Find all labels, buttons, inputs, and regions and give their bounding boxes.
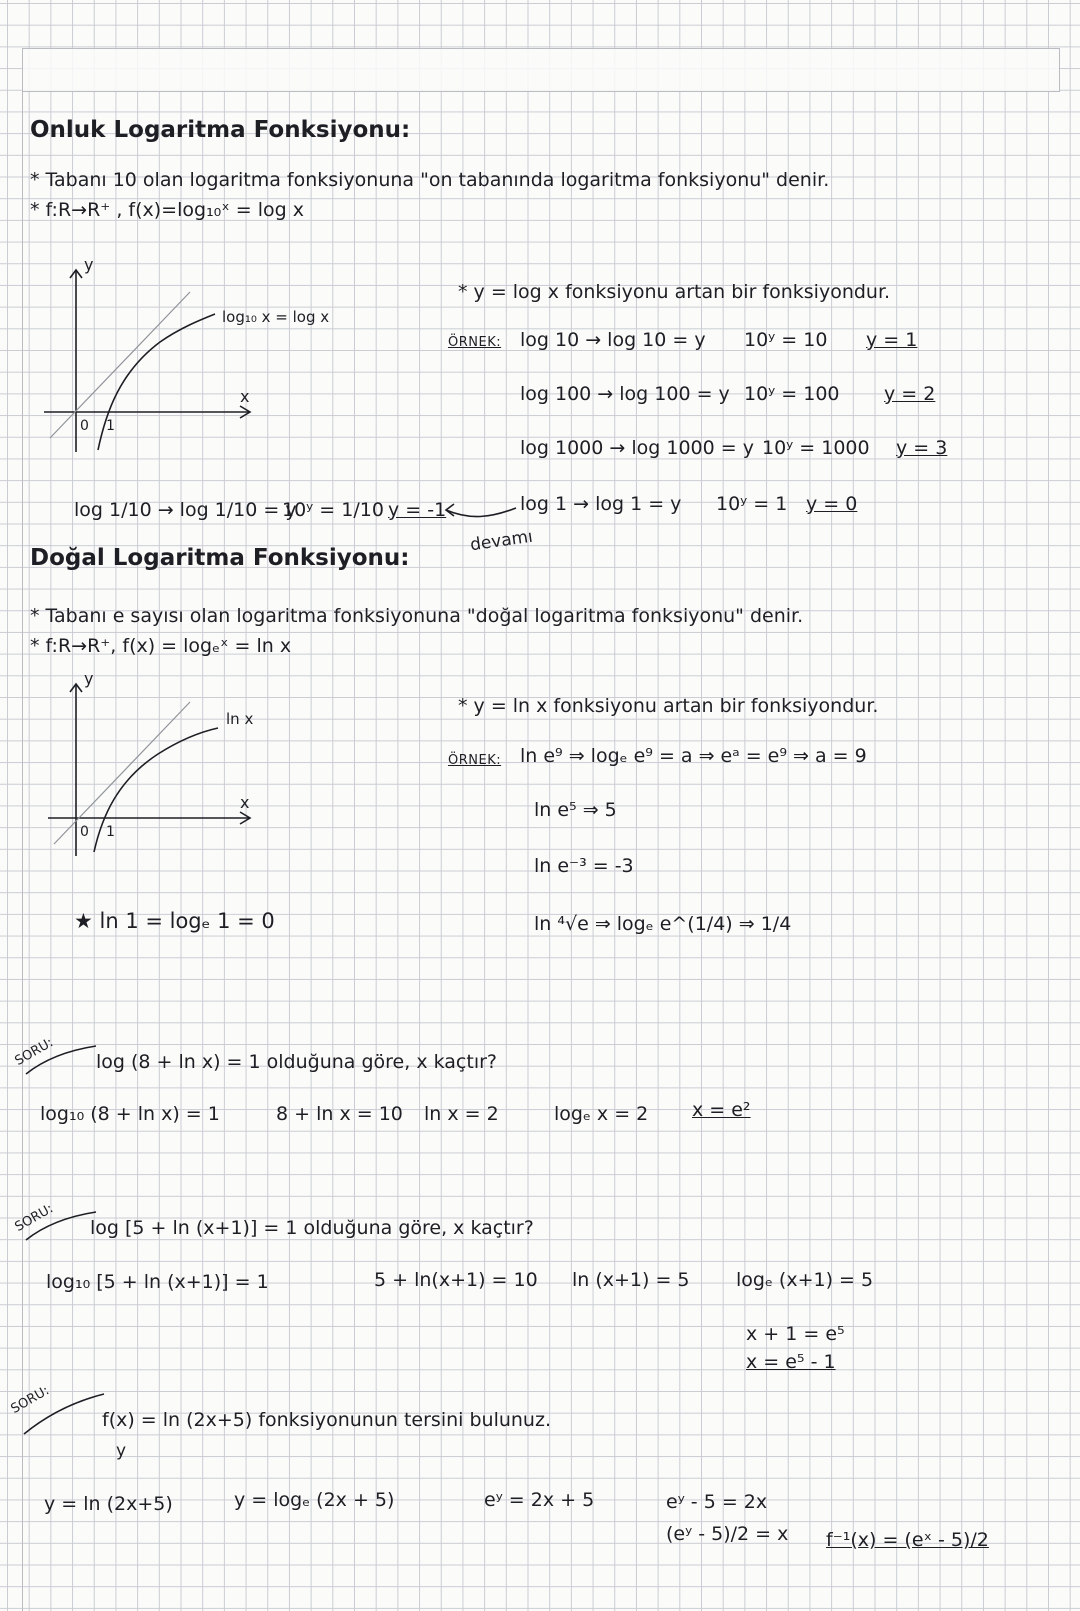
s2-example-3: ln e⁻³ = -3 bbox=[534, 855, 634, 877]
question-1-prompt: log (8 + ln x) = 1 olduğuna göre, x kaçtır? bbox=[96, 1051, 497, 1073]
q3-step-2: y = logₑ (2x + 5) bbox=[234, 1489, 395, 1511]
ln-graph-one: 1 bbox=[106, 824, 115, 840]
s1-example-1-power: 10ʸ = 10 bbox=[744, 329, 828, 351]
s1-example-2-expr: log 100 → log 100 = y bbox=[520, 383, 730, 405]
s1-example-1-expr: log 10 → log 10 = y bbox=[520, 329, 706, 351]
log-graph-identity-line bbox=[50, 292, 190, 438]
log-graph-y-label: y bbox=[84, 255, 94, 274]
q3-step-3: eʸ = 2x + 5 bbox=[484, 1489, 595, 1511]
section2-formula: * f:R→R⁺, f(x) = logₑˣ = ln x bbox=[30, 635, 292, 657]
s1-example-2-power: 10ʸ = 100 bbox=[744, 383, 840, 405]
question-3-tag: SORU: bbox=[8, 1383, 52, 1417]
q1-step-2: 8 + ln x = 10 bbox=[276, 1103, 403, 1125]
question-3-under-fx: y bbox=[116, 1441, 127, 1461]
s1-example-1-answer: y = 1 bbox=[866, 329, 918, 351]
s2-example-4: ln ⁴√e ⇒ logₑ e^(1/4) ⇒ 1/4 bbox=[534, 913, 792, 935]
devami-note: devamı bbox=[468, 526, 535, 556]
section2-increasing: * y = ln x fonksiyonu artan bir fonksiyondur. bbox=[458, 695, 879, 717]
section2-definition: * Tabanı e sayısı olan logaritma fonksiyonuna "doğal logaritma fonksiyonu" denir. bbox=[30, 605, 804, 627]
question-1-tag: SORU: bbox=[12, 1035, 56, 1069]
q1-step-3: ln x = 2 bbox=[424, 1103, 499, 1125]
ln-graph-origin: 0 bbox=[80, 824, 89, 840]
question-3-prompt: f(x) = ln (2x+5) fonksiyonunun tersini bulunuz. bbox=[102, 1409, 551, 1431]
q2-step-4: logₑ (x+1) = 5 bbox=[736, 1269, 874, 1291]
q2-step-2: 5 + ln(x+1) = 10 bbox=[374, 1269, 538, 1291]
question-3-tag-stroke bbox=[20, 1390, 110, 1440]
ln-graph-curve-label: ln x bbox=[226, 710, 254, 728]
s1-example-3-answer: y = 3 bbox=[896, 437, 948, 459]
ln-graph-x-label: x bbox=[240, 793, 250, 812]
section1-definition: * Tabanı 10 olan logaritma fonksiyonuna "on tabanında logaritma fonksiyonu" denir. bbox=[30, 169, 830, 191]
s1-example-2-answer: y = 2 bbox=[884, 383, 936, 405]
margin-line bbox=[22, 90, 23, 1611]
s1-left-example-answer: y = -1 bbox=[388, 499, 447, 521]
s1-example-3-power: 10ʸ = 1000 bbox=[762, 437, 870, 459]
s2-example-1: ln e⁹ ⇒ logₑ e⁹ = a ⇒ eᵃ = e⁹ ⇒ a = 9 bbox=[520, 745, 867, 767]
q3-step-5: (eʸ - 5)/2 = x bbox=[666, 1523, 789, 1545]
log-graph-origin: 0 bbox=[80, 418, 89, 434]
question-2-tag: SORU: bbox=[12, 1201, 56, 1235]
section1-title: Onluk Logaritma Fonksiyonu: bbox=[30, 117, 411, 143]
s1-example-4-expr: log 1 → log 1 = y bbox=[520, 493, 682, 515]
log-graph-curve-label: log₁₀ x = log x bbox=[222, 308, 330, 326]
q1-step-1: log₁₀ (8 + ln x) = 1 bbox=[40, 1103, 220, 1125]
log-graph-one: 1 bbox=[106, 418, 115, 434]
q1-step-5: x = e² bbox=[692, 1099, 751, 1121]
s1-example-4-answer: y = 0 bbox=[806, 493, 858, 515]
q2-step-1: log₁₀ [5 + ln (x+1)] = 1 bbox=[46, 1271, 269, 1293]
ln-graph bbox=[40, 669, 330, 876]
s1-left-example-power: 10ʸ = 1/10 bbox=[282, 499, 384, 521]
q3-step-6: f⁻¹(x) = (eˣ - 5)/2 bbox=[826, 1529, 989, 1551]
devami-arrow bbox=[440, 500, 520, 530]
s1-left-example-expr: log 1/10 → log 1/10 = y bbox=[74, 499, 297, 521]
s2-example-2: ln e⁵ ⇒ 5 bbox=[534, 799, 617, 821]
q2-step-5: x + 1 = e⁵ bbox=[746, 1323, 845, 1345]
q2-step-3: ln (x+1) = 5 bbox=[572, 1269, 690, 1291]
log-graph-x-label: x bbox=[240, 387, 250, 406]
log-graph-curve bbox=[98, 314, 215, 450]
question-2-prompt: log [5 + ln (x+1)] = 1 olduğuna göre, x kaçtır? bbox=[90, 1217, 534, 1239]
q3-step-1: y = ln (2x+5) bbox=[44, 1493, 173, 1515]
ln-graph-identity-line bbox=[54, 702, 190, 844]
s1-example-3-expr: log 1000 → log 1000 = y bbox=[520, 437, 754, 459]
q2-step-6: x = e⁵ - 1 bbox=[746, 1351, 836, 1373]
section2-title: Doğal Logaritma Fonksiyonu: bbox=[30, 545, 410, 571]
section1-example-tag: ÖRNEK: bbox=[448, 335, 502, 350]
s1-example-4-power: 10ʸ = 1 bbox=[716, 493, 788, 515]
section1-formula: * f:R→R⁺ , f(x)=log₁₀ˣ = log x bbox=[30, 199, 304, 221]
log-graph bbox=[40, 255, 330, 462]
ln-graph-y-label: y bbox=[84, 669, 94, 688]
section2-example-tag: ÖRNEK: bbox=[448, 753, 502, 768]
section1-increasing: * y = log x fonksiyonu artan bir fonksiyondur. bbox=[458, 281, 891, 303]
q3-step-4: eʸ - 5 = 2x bbox=[666, 1491, 768, 1513]
s2-identity: ★ ln 1 = logₑ 1 = 0 bbox=[74, 909, 275, 933]
page-header-band bbox=[22, 48, 1060, 92]
q1-step-4: logₑ x = 2 bbox=[554, 1103, 649, 1125]
question-1-tag-stroke bbox=[22, 1040, 102, 1080]
